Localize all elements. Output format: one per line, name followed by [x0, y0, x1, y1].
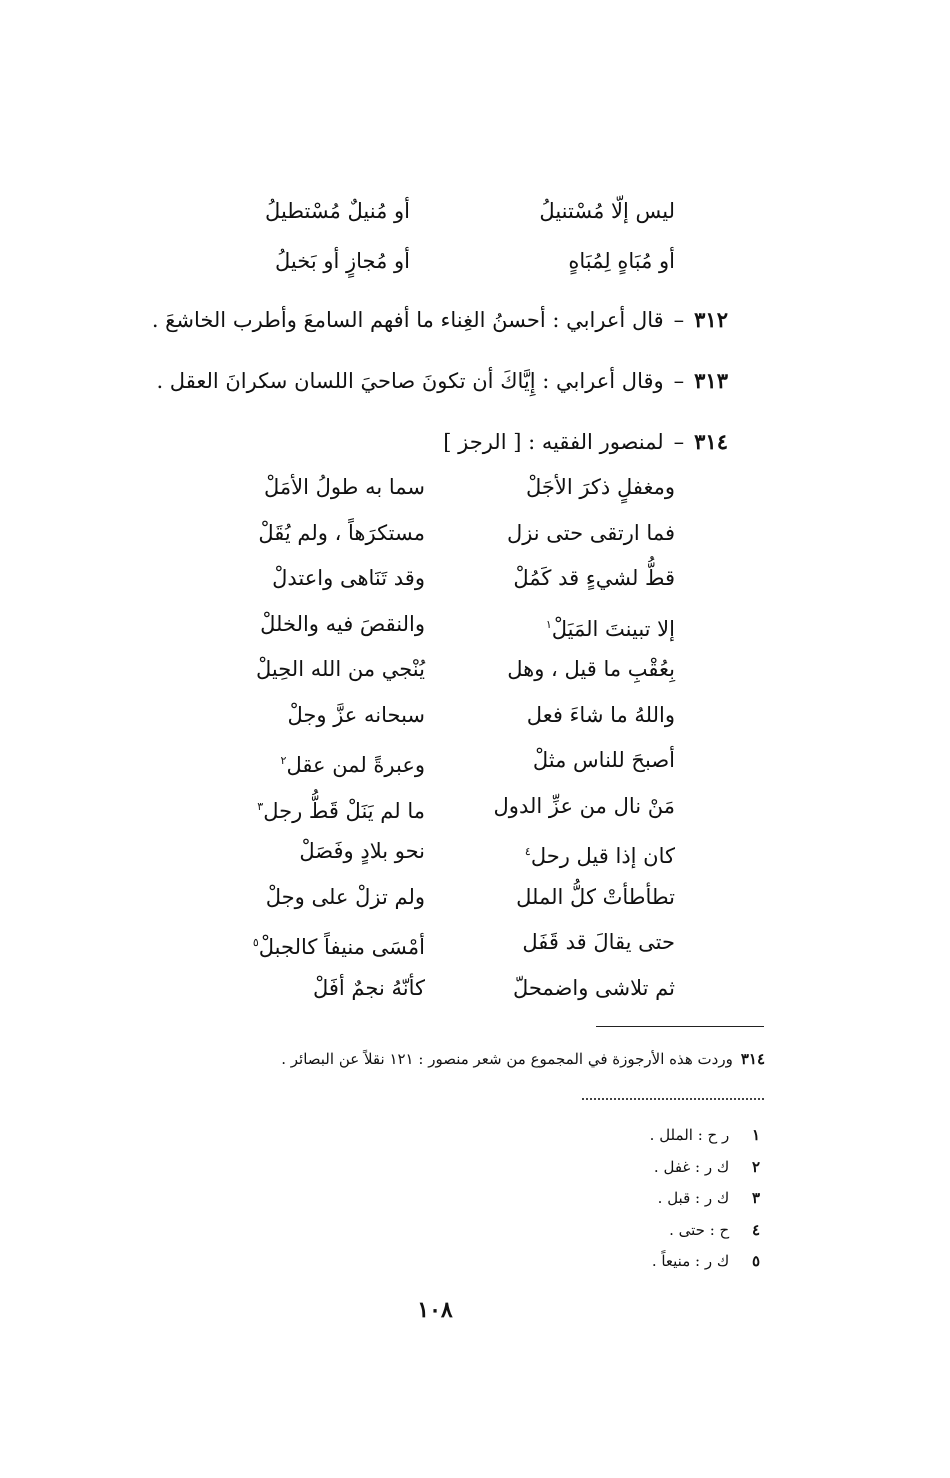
first-hemistich: ومغفلٍ ذكرَ الأجَلْ — [525, 475, 675, 499]
entry-text: وقال أعرابي : إِيَّاكَ أن تكونَ صاحيَ اللسان سكرانَ العقل . — [156, 369, 664, 393]
second-hemistich: سما به طولُ الأمَلْ — [263, 475, 425, 499]
second-hemistich: وقد تَنَاهى واعتدلْ — [272, 566, 425, 590]
footnote-marker: ٢ — [280, 754, 287, 767]
footnote-marker: ٤ — [524, 845, 531, 858]
variant-text: ك ر : منيعاً . — [651, 1252, 730, 1270]
second-hemistich: والنقصَ فيه والخللْ — [260, 611, 425, 636]
hemistich-text: أمْسَى منيفاً كالجبلْ — [258, 935, 425, 959]
variant-number: ٥ — [751, 1252, 760, 1270]
entry-number: ٣١٣ — [694, 368, 728, 393]
second-hemistich — [200, 738, 425, 788]
entry-text: قال أعرابي : أحسنُ الغِناء ما أفهم السامعَ وأطرب الخاشعَ . — [151, 308, 664, 332]
entry-text: لمنصور الفقيه : [ الرجز ] — [443, 430, 664, 454]
footnote-marker: ٥ — [252, 936, 259, 949]
poem-line — [200, 647, 675, 693]
poem-line — [200, 738, 675, 784]
poem-line — [200, 511, 675, 557]
verse-line — [200, 236, 675, 286]
first-hemistich: أو مُبَاهٍ لِمُبَاهٍ — [568, 249, 675, 273]
verse-line — [200, 186, 675, 236]
first-hemistich: أصبحَ للناس مثلْ — [532, 748, 675, 772]
variant-text: ك ر : قبل . — [657, 1189, 730, 1207]
poem-line — [200, 829, 675, 875]
variant-number: ١ — [751, 1126, 760, 1144]
second-hemistich: ولم تزلْ على وجلْ — [265, 884, 425, 909]
first-hemistich: ثم تلاشى واضمحلّ — [512, 975, 675, 1000]
hemistich-text: إلا تبينتَ المَيَلْ — [551, 616, 675, 641]
textual-variants — [560, 1120, 760, 1278]
poem-line — [200, 966, 675, 1012]
second-hemistich: أو مُنيلٌ مُسْتطيلُ — [265, 199, 410, 223]
poem-line — [200, 784, 675, 830]
poem-line — [200, 602, 675, 648]
first-hemistich: قطُّ لشيءٍ قد كَمُلْ — [513, 566, 675, 590]
entry-dash: – — [673, 369, 685, 393]
first-hemistich: بِعُقْبِ ما قيل ، وهل — [507, 657, 675, 681]
footnote-text: وردت هذه الأرجوزة في المجموع من شعر منصور : ١٢١ نقلاً عن البصائر . — [281, 1050, 733, 1068]
footnote — [180, 1044, 765, 1074]
variant-text: ك ر : غفل . — [653, 1157, 730, 1176]
entry-313 — [95, 361, 728, 401]
second-hemistich: مستكرَهاً ، ولم يُقَلْ — [258, 520, 425, 545]
entry-312 — [95, 300, 728, 340]
first-hemistich: واللهُ ما شاءَ فعل — [526, 702, 675, 727]
variants-separator — [582, 1098, 764, 1100]
second-hemistich — [200, 784, 425, 834]
verse-couplet — [200, 186, 675, 286]
first-hemistich — [465, 829, 675, 879]
footnote-marker: ٣ — [257, 799, 264, 813]
entry-number: ٣١٢ — [694, 307, 728, 332]
poem-line — [200, 875, 675, 921]
entry-number: ٣١٤ — [694, 429, 728, 454]
first-hemistich — [465, 602, 675, 652]
poem-line — [200, 920, 675, 966]
second-hemistich: يُنْجي من الله الحِيلْ — [256, 657, 425, 681]
first-hemistich: فما ارتقى حتى نزل — [506, 520, 675, 545]
variant-note — [560, 1183, 760, 1215]
first-hemistich: تطأطأتْ كلُّ الملل — [516, 884, 675, 909]
variant-number: ٤ — [751, 1220, 760, 1239]
variant-note — [560, 1215, 760, 1247]
second-hemistich — [200, 920, 425, 970]
page-number: ١٠٨ — [417, 1297, 453, 1323]
rajaz-poem — [200, 465, 675, 1011]
second-hemistich: أو مُجازٍ أو بَخيلُ — [275, 249, 410, 273]
hemistich-text: ما لم يَنَلْ قَطُّ رجل — [263, 798, 425, 823]
first-hemistich: مَنْ نال من عزِّ الدول — [493, 793, 675, 818]
footnote-number: ٣١٤ — [740, 1050, 765, 1068]
hemistich-text: وعبرةً لمن عقل — [286, 753, 425, 777]
entry-dash: – — [673, 430, 685, 454]
entry-dash: – — [673, 308, 685, 332]
footnote-marker: ١ — [545, 617, 552, 631]
variant-note — [560, 1152, 760, 1184]
variant-text: ر ح : الملل . — [649, 1126, 730, 1144]
variant-note — [560, 1246, 760, 1278]
second-hemistich: كأنّهُ نجمٌ أفَلْ — [312, 975, 425, 1000]
hemistich-text: كان إذا قيل رحل — [530, 844, 675, 868]
footnote-separator — [596, 1026, 764, 1027]
second-hemistich: نحو بلادٍ وفَصَلْ — [299, 839, 425, 863]
poem-line — [200, 693, 675, 739]
second-hemistich: سبحانه عزَّ وجلْ — [287, 702, 425, 727]
first-hemistich: حتى يقالَ قد قَفَل — [522, 930, 675, 954]
variant-text: ح : حتى . — [669, 1220, 730, 1239]
variant-note — [560, 1120, 760, 1152]
poem-line — [200, 556, 675, 602]
entry-314 — [95, 422, 728, 462]
variant-number: ٣ — [751, 1189, 760, 1207]
variant-number: ٢ — [751, 1157, 760, 1176]
poem-line — [200, 465, 675, 511]
first-hemistich: ليس إلّا مُسْتنيلُ — [539, 199, 675, 223]
